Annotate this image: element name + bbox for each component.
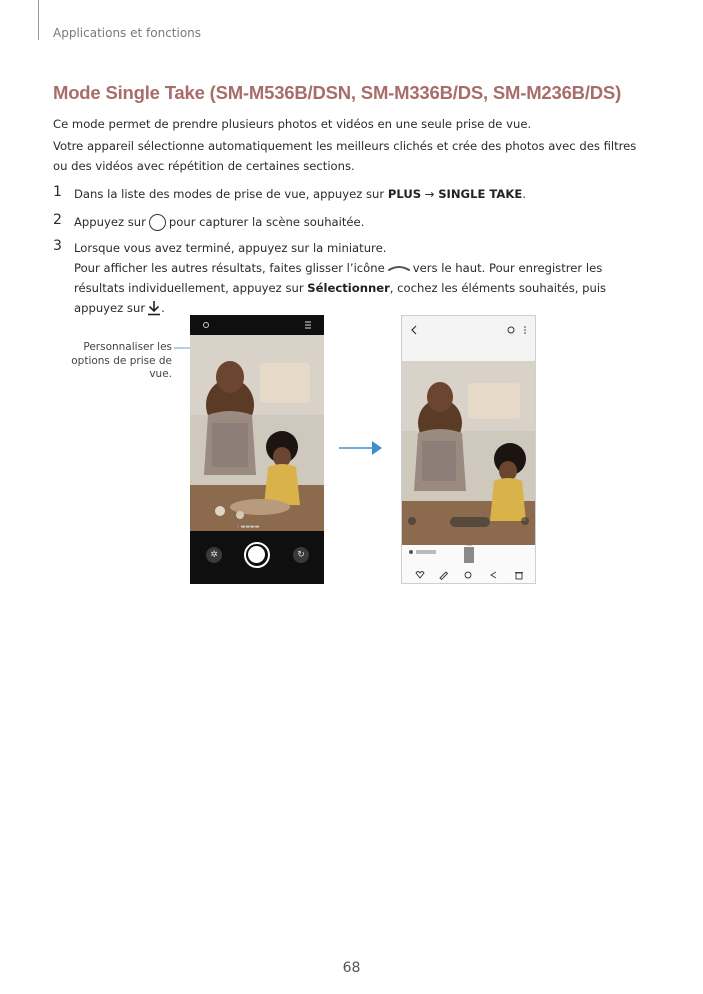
- step-text-part: Dans la liste des modes de prise de vue, appuyez sur: [74, 187, 388, 201]
- swipe-handle-icon: [388, 264, 410, 272]
- more-options-icon: [305, 322, 311, 328]
- step-number: 2: [53, 212, 62, 228]
- heart-icon: [416, 572, 424, 579]
- circle-shutter-icon: [149, 214, 166, 231]
- filter-button[interactable]: ✲: [206, 547, 222, 563]
- back-icon: [412, 326, 416, 334]
- gallery-top-bar: [402, 316, 535, 360]
- margin-rule: [38, 0, 39, 40]
- gallery-screen: [401, 315, 536, 584]
- trash-icon: [515, 573, 523, 580]
- plus-label: PLUS: [387, 187, 422, 201]
- transition-arrow: [338, 438, 386, 458]
- gallery-toolbar: [402, 565, 535, 584]
- running-head: Applications et fonctions: [53, 26, 202, 40]
- intro-paragraph-2: Votre appareil sélectionne automatiquement les meilleurs clichés et crée des photos avec des filtres ou des vidéos avec répétition de certaines sections.: [53, 139, 637, 173]
- intro-paragraph-1: Ce mode permet de prendre plusieurs photos et vidéos en une seule prise de vue.: [53, 117, 532, 131]
- gear-icon: [204, 323, 209, 328]
- download-icon: [147, 300, 161, 316]
- switch-camera-button[interactable]: ↻: [293, 547, 309, 563]
- remaster-icon: [508, 327, 514, 333]
- more-options-icon: [524, 326, 526, 334]
- arrow-glyph: →: [421, 187, 439, 201]
- page-number: 68: [342, 960, 361, 976]
- camera-top-bar: [190, 315, 324, 335]
- step-text-part: , cochez les éléments souhaités, puis appuyez sur: [74, 281, 607, 315]
- step-number: 3: [53, 238, 62, 254]
- step-text: [74, 212, 654, 232]
- step-text-part: Pour afficher les autres résultats, faites glisser l’icône: [74, 261, 385, 275]
- select-label: Sélectionner: [307, 281, 390, 295]
- camera-preview-photo: [190, 335, 324, 531]
- single-take-label: SINGLE TAKE: [438, 187, 523, 201]
- result-photo: [402, 361, 535, 545]
- callout-label: Personnaliser les options de prise de vue.: [71, 341, 172, 380]
- step-text-end: pour capturer la scène souhaitée.: [168, 215, 365, 229]
- results-strip: [402, 545, 535, 565]
- step-number: 1: [53, 184, 62, 200]
- step-text: [74, 238, 654, 318]
- section-title: Mode Single Take (SM-M536B/DSN, SM-M336B/DS, SM-M236B/DS): [53, 82, 622, 103]
- step-text-part: vers le haut. Pour enregistrer les résultats individuellement, appuyez sur: [74, 261, 603, 295]
- mode-indicator: ‹ ▬▬▬▬: [237, 524, 260, 530]
- step-text-end: .: [522, 187, 526, 201]
- pencil-icon: [440, 572, 448, 580]
- shutter-button[interactable]: [244, 542, 270, 568]
- info-icon: [465, 572, 471, 578]
- step-text: [74, 184, 654, 204]
- step-text-end: .: [161, 301, 165, 315]
- step-text-line-1: Lorsque vous avez terminé, appuyez sur la miniature.: [74, 241, 387, 255]
- camera-screen: [190, 315, 324, 584]
- step-text-part: Appuyez sur: [74, 215, 146, 229]
- share-icon: [491, 572, 496, 578]
